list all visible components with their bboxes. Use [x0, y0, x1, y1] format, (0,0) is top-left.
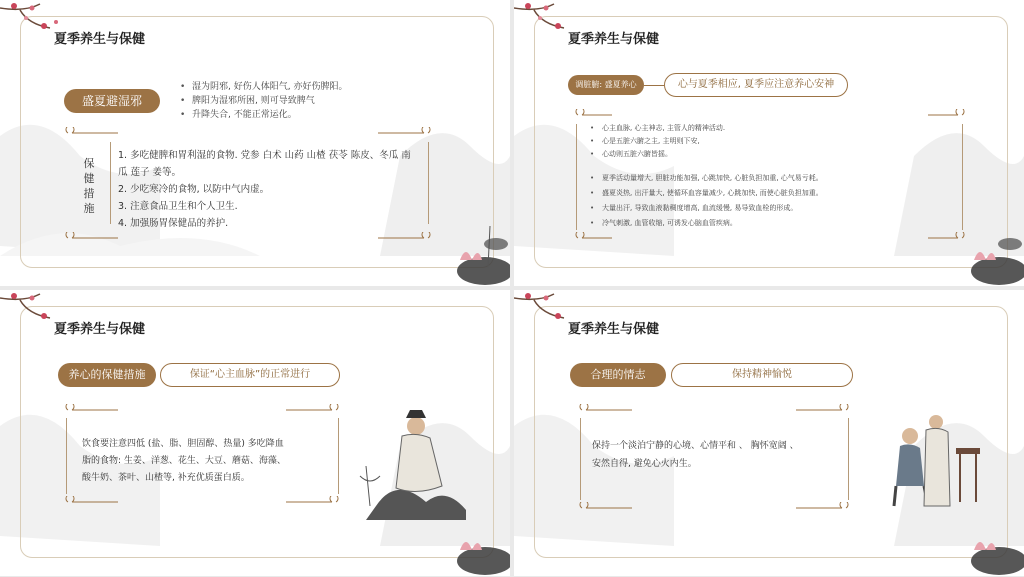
bullet-item: • 升降失合, 不能正常运化。 — [180, 108, 410, 122]
corner-ornament — [378, 232, 434, 244]
text-line: 酸牛奶、茶叶、山楂等, 补充优质蛋白质。 — [82, 473, 250, 483]
scholar-figure-illustration — [356, 406, 472, 520]
slide-4[interactable] — [514, 290, 1024, 576]
corner-ornament — [572, 232, 628, 244]
lotus-decoration — [944, 216, 1024, 286]
divider-line — [848, 418, 849, 500]
corner-ornament — [796, 404, 852, 416]
subtitle-badge: 保证“心主血脉”的正常进行 — [160, 363, 340, 387]
diet-text — [82, 436, 332, 487]
bullet-item: • 冷气刺激, 血管收缩, 可诱发心脑血管疾病。 — [590, 216, 960, 231]
slide-2[interactable] — [514, 0, 1024, 286]
lotus-decoration — [430, 216, 510, 286]
emotion-text — [592, 437, 842, 473]
summer-effects-list — [590, 171, 960, 231]
bullet-item: • 脾阳为湿邪所困, 则可导致脾气 — [180, 94, 410, 108]
slide-title: 夏季养生与保健 — [54, 32, 146, 47]
heart-function-list — [590, 122, 950, 161]
subtitle-badge: 心与夏季相应, 夏季应注意养心安神 — [664, 73, 848, 97]
measure-item: 3. 注意食品卫生和个人卫生. — [118, 201, 238, 212]
divider-line — [428, 142, 429, 224]
slide-title: 夏季养生与保健 — [54, 322, 146, 337]
slide-title: 夏季养生与保健 — [568, 322, 660, 337]
divider-line — [110, 142, 111, 224]
measure-item: 瓜 莲子 姜等。 — [118, 167, 182, 178]
heading-badge: 盛夏避湿邪 — [64, 89, 160, 113]
corner-ornament — [576, 404, 632, 416]
corner-ornament — [796, 502, 852, 514]
lotus-decoration — [944, 506, 1024, 576]
corner-ornament — [378, 127, 434, 139]
bullet-item: • 心主血脉, 心主神志, 主管人的精神活动. — [590, 122, 950, 135]
text-line: 保持一个淡泊宁静的心境、心情平和 、 胸怀宽阔 、 — [592, 441, 799, 451]
bullet-item: • 盛夏炎热, 出汗量大, 使循环血容量减少, 心跳加快, 而使心脏负担加重。 — [590, 186, 960, 201]
corner-ornament — [912, 109, 968, 121]
bullet-item: • 心是五脏六腑之主, 主明则下安, — [590, 135, 950, 148]
connector-line — [644, 85, 664, 86]
measure-item: 2. 少吃寒冷的食物, 以防中气内虚。 — [118, 184, 270, 195]
text-line: 脂的食物: 生姜、洋葱、花生、大豆、蘑菇、海藻、 — [82, 456, 286, 466]
lotus-decoration — [430, 506, 510, 576]
corner-ornament — [576, 502, 632, 514]
text-line: 饮食要注意四低 (盐、脂、胆固醇、热量) 多吃降血 — [82, 439, 284, 449]
subtitle-badge: 保持精神愉悦 — [671, 363, 853, 387]
divider-line — [580, 418, 581, 500]
slide-1[interactable] — [0, 0, 510, 286]
bullet-item: • 湿为阴邪, 好伤人体阳气, 亦好伤脾阳。 — [180, 80, 410, 94]
tag-badge: 调脏腑: 盛夏养心 — [568, 75, 644, 95]
corner-ornament — [62, 127, 118, 139]
corner-ornament — [572, 109, 628, 121]
bullet-item: • 心动则五脏六腑皆摇。 — [590, 148, 950, 161]
divider-line — [338, 418, 339, 494]
measures-list — [118, 147, 428, 232]
corner-ornament — [286, 496, 342, 508]
heading-badge: 合理的情志 — [570, 363, 666, 387]
corner-ornament — [62, 496, 118, 508]
divider-line — [576, 124, 577, 230]
text-line: 安然自得, 避免心火内生。 — [592, 459, 697, 469]
bullet-item: • 夏季活动量增大, 胆脏功能加强, 心跳加快, 心脏负担加重, 心气易亏耗。 — [590, 171, 960, 186]
corner-ornament — [62, 404, 118, 416]
physician-figure-illustration — [888, 406, 984, 512]
corner-ornament — [62, 232, 118, 244]
heading-badge: 养心的保健措施 — [58, 363, 156, 387]
measure-item: 1. 多吃健脾和胃利湿的食物. 党参 白术 山药 山楂 茯苓 陈皮、冬瓜 南 — [118, 150, 411, 161]
divider-line — [66, 418, 67, 494]
measure-item: 4. 加强肠胃保健品的养护. — [118, 218, 229, 229]
side-label: 保健措施 — [83, 157, 95, 215]
corner-ornament — [286, 404, 342, 416]
bullet-list — [180, 80, 410, 122]
slide-title: 夏季养生与保健 — [568, 32, 660, 47]
slide-3[interactable] — [0, 290, 510, 576]
bullet-item: • 大量出汗, 导致血液黏稠度增高, 血流缓慢, 易导致血栓的形成。 — [590, 201, 960, 216]
divider-line — [962, 124, 963, 230]
